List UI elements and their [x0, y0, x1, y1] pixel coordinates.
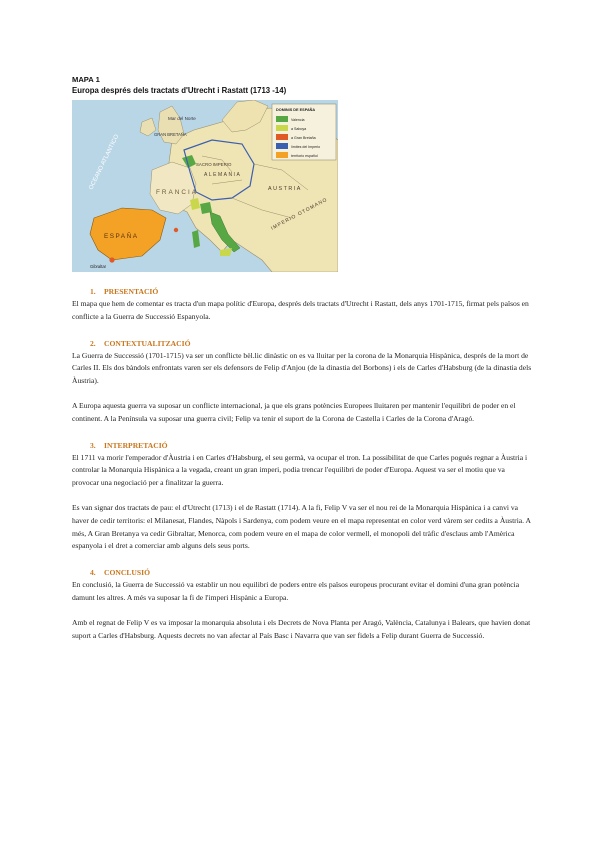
section-paragraph: A Europa aquesta guerra va suposar un conflicte internacional, ja que els grans potències Europees lluitaren per mantenir l'equilibri de poder en el continent. A la Península va suposar una guerra civil; Felip va tenir el suport de la Corona de Castella i Carles de la Corona d'Aragó.	[72, 400, 516, 423]
legend-swatch	[276, 134, 288, 140]
gran-bretana-label: GRAN BRETAÑA	[154, 132, 187, 137]
document-page	[72, 74, 532, 642]
section-title: CONCLUSIÓ	[104, 568, 150, 578]
europe-map-image	[72, 100, 338, 272]
gibraltar-label: Gibraltar	[90, 264, 107, 269]
legend-swatch	[276, 125, 288, 131]
menorca-mark	[174, 228, 178, 232]
section-number: 4.	[90, 568, 96, 578]
legend-swatch	[276, 143, 288, 149]
mar-norte-label: Mar del Norte	[168, 116, 196, 121]
sacro-label: SACRO IMPERIO	[196, 162, 232, 167]
francia-label: FRANCIA	[156, 189, 199, 196]
section-heading	[72, 286, 532, 298]
section-paragraph: El 1711 va morir l'emperador d'Àustria i en Carles d'Habsburg, el seu germà, va ocupar el tron. La possibilitat de que Carles pogués regnar a Àustria i controlar la Monarquia Hispànica a la vegada, creant un gran imperi, podia trencar l'equilibri de poder d'Europa. Aquest va ser el motiu que va provocar una negociació per a finalitzar la guerra.	[72, 452, 528, 488]
legend-item-label: límites del Imperio	[291, 145, 321, 149]
section-title: CONTEXTUALITZACIÓ	[104, 338, 191, 348]
espana-label: ESPAÑA	[104, 233, 139, 240]
section	[72, 567, 532, 642]
section-title: INTERPRETACIÓ	[104, 440, 168, 450]
section-title: PRESENTACIÓ	[104, 287, 159, 296]
legend-item-label: a Gran Bretaña	[291, 136, 316, 140]
section-number: 2.	[90, 338, 96, 348]
section-heading	[72, 567, 532, 579]
section-heading	[72, 440, 532, 452]
section-paragraph: Es van signar dos tractats de pau: el d'Utrecht (1713) i el de Rastatt (1714). A la fi, Felip V va ser el nou rei de la Monarquia Hispànica i a canvi va haver de cedir territoris: el Milanesat, Flandes, Nàpols i Sardenya, com podem veure en el mapa representat en color verd vàrem ser cedits a Àustria. A més, A Gran Bretanya va cedir Gibraltar, Menorca, com podem veure en el mapa de color vermell, el monopoli del tràfic d'esclaus amb l'Amèrica espanyola i el dret a comerciar amb alguns dels seus ports.	[72, 502, 531, 551]
legend-swatch	[276, 152, 288, 158]
map-legend	[272, 104, 336, 160]
legend-box	[272, 104, 336, 160]
document-sections	[72, 286, 532, 642]
map-title: Europa després dels tractats d'Utrecht i Rastatt (1713 -14)	[72, 86, 287, 95]
section-number: 1.	[90, 287, 96, 296]
section	[72, 338, 532, 426]
legend-item-label: Valencia	[291, 118, 305, 122]
alemania-label: ALEMANIA	[204, 172, 242, 178]
section	[72, 440, 532, 554]
legend-item-label: a Saboya	[291, 127, 307, 131]
legend-title: DOMINIS DE ESPAÑA	[276, 108, 316, 112]
section-paragraph: La Guerra de Successió (1701-1715) va ser un conflicte bèl.lic dinàstic on es va lluitar per la corona de la Monarquia Hispànica, després de la mort de Carles II. Els dos bàndols enfrontats varen ser els defensors de Felip d'Anjou (de la dinastia del Borbons) i els de Carles d'Habsburg (de la dinastia dels Àustria).	[72, 350, 532, 386]
section-paragraph: En conclusió, la Guerra de Successió va establir un nou equilibri de poders entre els països europeus procurant evitar el domini d'una gran potència damunt les altres. A més va suposar la fi de l'imperi Hispànic a Europa.	[72, 580, 520, 602]
section-number: 3.	[90, 440, 96, 450]
legend-item-label: territorio español	[291, 154, 318, 158]
section	[72, 286, 532, 324]
section-paragraph: El mapa que hem de comentar es tracta d'un mapa polític d'Europa, després dels tractats d'Utrecht i Rastatt, dels anys 1701-1715, firmat pels països en conflicte a la Guerra de Successió Espanyola.	[72, 299, 529, 321]
otomano-label: IMPERIO OTOMANO	[270, 196, 329, 232]
legend-swatch	[276, 116, 288, 122]
gibraltar-mark	[109, 257, 114, 262]
section-paragraph: Amb el regnat de Felip V es va imposar la monarquia absoluta i els Decrets de Nova Planta per Aragó, València, Catalunya i Balears, que havien donat suport a Carles d'Habsburg. Aquests decrets no van afectar al País Basc i Navarra que van ser fidels a Felip durant Guerra de Successió.	[72, 617, 531, 640]
section-heading	[72, 338, 532, 350]
map-label: MAPA 1	[72, 75, 100, 84]
europe-map	[72, 100, 338, 272]
oceano-label: OCEANO ATLANTICO	[88, 133, 121, 191]
austria-label: AUSTRIA	[268, 186, 302, 192]
